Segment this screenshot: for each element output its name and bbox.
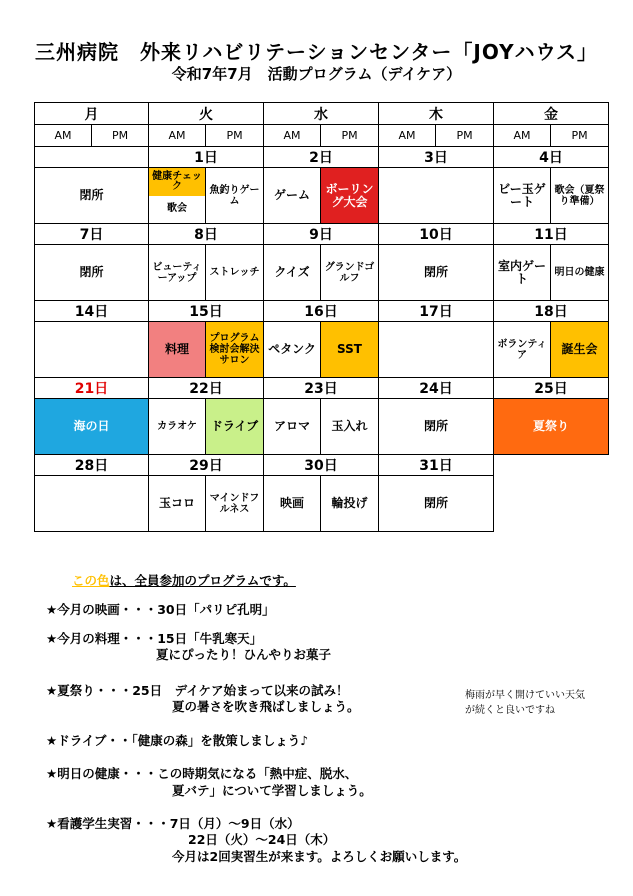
date-cell-holiday: 21日 (35, 378, 149, 399)
activity-row (35, 399, 609, 455)
blank-area (494, 455, 609, 532)
activity-cell: 明日の健康 (551, 245, 609, 301)
note-cooking-detail: 夏にぴったり！ひんやりお菓子 (156, 647, 332, 662)
activity-empty (35, 476, 149, 532)
note-festival: ★夏祭り・・・25日 デイケア始まって以来の試み！ (46, 683, 349, 698)
am-label: AM (149, 125, 206, 147)
date-cell: 31日 (379, 455, 494, 476)
activity-cell: ストレッチ (206, 245, 264, 301)
legend (72, 571, 296, 589)
activity-cell: カラオケ (149, 399, 206, 455)
activity-row (35, 322, 609, 378)
activity-cell: ボランティア (494, 322, 551, 378)
date-cell: 3日 (379, 147, 494, 168)
date-cell: 8日 (149, 224, 264, 245)
activity-closed: 閉所 (35, 245, 149, 301)
activity-cell: ビューティーアップ (149, 245, 206, 301)
activity-row (35, 168, 609, 224)
note-practicum-dates: 22日（火）～24日（木） (188, 832, 336, 847)
activity-cell: アロマ (264, 399, 321, 455)
activity-cell (149, 168, 206, 224)
activity-cell: 映画 (264, 476, 321, 532)
date-cell: 23日 (264, 378, 379, 399)
side-note-line: 梅雨が早く開けていい天気 (465, 690, 585, 701)
side-note-line: が続くと良いですね (465, 705, 555, 716)
activity-cell: ゲーム (264, 168, 321, 224)
pm-label: PM (206, 125, 264, 147)
am-label: AM (494, 125, 551, 147)
activity-cooking: 料理 (149, 322, 206, 378)
date-cell: 30日 (264, 455, 379, 476)
legend-text: は、全員参加のプログラムです。 (109, 573, 296, 588)
pm-label: PM (436, 125, 494, 147)
activity-empty (35, 322, 149, 378)
date-row (35, 301, 609, 322)
date-cell: 17日 (379, 301, 494, 322)
pm-label: PM (92, 125, 149, 147)
note-movie: ★今月の映画・・・30日「パリピ孔明」 (46, 602, 275, 617)
activity-singing: 歌会 (167, 203, 187, 215)
date-cell: 29日 (149, 455, 264, 476)
activity-cell: 室内ゲート (494, 245, 551, 301)
activity-row (35, 245, 609, 301)
activity-cell: マインドフルネス (206, 476, 264, 532)
date-cell: 15日 (149, 301, 264, 322)
pm-label: PM (321, 125, 379, 147)
am-label: AM (35, 125, 92, 147)
date-row (35, 147, 609, 168)
date-cell (35, 147, 149, 168)
activity-marine-day: 海の日 (35, 399, 149, 455)
note-drive: ★ドライブ・・「健康の森」を散策しましょう♪ (46, 733, 309, 748)
date-cell: 24日 (379, 378, 494, 399)
activity-cell: クイズ (264, 245, 321, 301)
activity-health-check: 健康チェック (149, 168, 205, 196)
note-practicum: ★看護学生実習・・・7日（月）～9日（水） (46, 816, 300, 831)
activity-empty (379, 168, 494, 224)
side-note (465, 688, 585, 718)
activity-cell: 玉コロ (149, 476, 206, 532)
date-row (35, 224, 609, 245)
activity-bowling: ボーリング大会 (321, 168, 379, 224)
date-cell: 4日 (494, 147, 609, 168)
weekday-mon: 月 (35, 103, 149, 125)
activity-birthday: 誕生会 (551, 322, 609, 378)
date-row (35, 455, 609, 476)
date-cell: 11日 (494, 224, 609, 245)
weekday-row (35, 103, 609, 125)
activity-closed: 閉所 (379, 476, 494, 532)
legend-color-sample: この色 (72, 573, 110, 588)
date-cell: 2日 (264, 147, 379, 168)
activity-summer-festival: 夏祭り (494, 399, 609, 455)
date-cell: 10日 (379, 224, 494, 245)
date-cell: 25日 (494, 378, 609, 399)
activity-drive: ドライブ (206, 399, 264, 455)
page-title: 三州病院 外来リハビリテーションセンター「JOYハウス」 (34, 40, 598, 64)
weekday-tue: 火 (149, 103, 264, 125)
page-subtitle: 令和7年7月 活動プログラム（デイケア） (171, 65, 462, 83)
note-festival-detail: 夏の暑さを吹き飛ばしましょう。 (172, 699, 360, 714)
activity-closed: 閉所 (35, 168, 149, 224)
am-label: AM (264, 125, 321, 147)
activity-empty (379, 322, 494, 378)
note-health: ★明日の健康・・・この時期気になる「熱中症、脱水、 (46, 766, 358, 781)
ampm-row (35, 125, 609, 147)
weekday-fri: 金 (494, 103, 609, 125)
pm-label: PM (551, 125, 609, 147)
calendar-table (34, 102, 609, 532)
note-cooking: ★今月の料理・・・15日「牛乳寒天」 (46, 631, 263, 646)
date-cell: 7日 (35, 224, 149, 245)
note-health-detail: 夏バテ」について学習しましょう。 (172, 783, 372, 798)
date-cell: 16日 (264, 301, 379, 322)
date-cell: 22日 (149, 378, 264, 399)
date-cell: 9日 (264, 224, 379, 245)
activity-closed: 閉所 (379, 399, 494, 455)
activity-cell: 輪投げ (321, 476, 379, 532)
date-cell: 14日 (35, 301, 149, 322)
activity-cell: 玉入れ (321, 399, 379, 455)
date-cell: 28日 (35, 455, 149, 476)
activity-sst: SST (321, 322, 379, 378)
activity-cell: ビー玉ゲート (494, 168, 551, 224)
activity-cell: 魚釣りゲーム (206, 168, 264, 224)
activity-cell: 歌会（夏祭り準備） (551, 168, 609, 224)
activity-cell: ペタンク (264, 322, 321, 378)
weekday-wed: 水 (264, 103, 379, 125)
date-cell: 1日 (149, 147, 264, 168)
weekday-thu: 木 (379, 103, 494, 125)
activity-program-review: プログラム検討会解決サロン (206, 322, 264, 378)
activity-cell: グランドゴルフ (321, 245, 379, 301)
date-row (35, 378, 609, 399)
date-cell: 18日 (494, 301, 609, 322)
note-practicum-detail: 今月は2回実習生が来ます。よろしくお願いします。 (172, 849, 467, 864)
am-label: AM (379, 125, 436, 147)
activity-closed: 閉所 (379, 245, 494, 301)
